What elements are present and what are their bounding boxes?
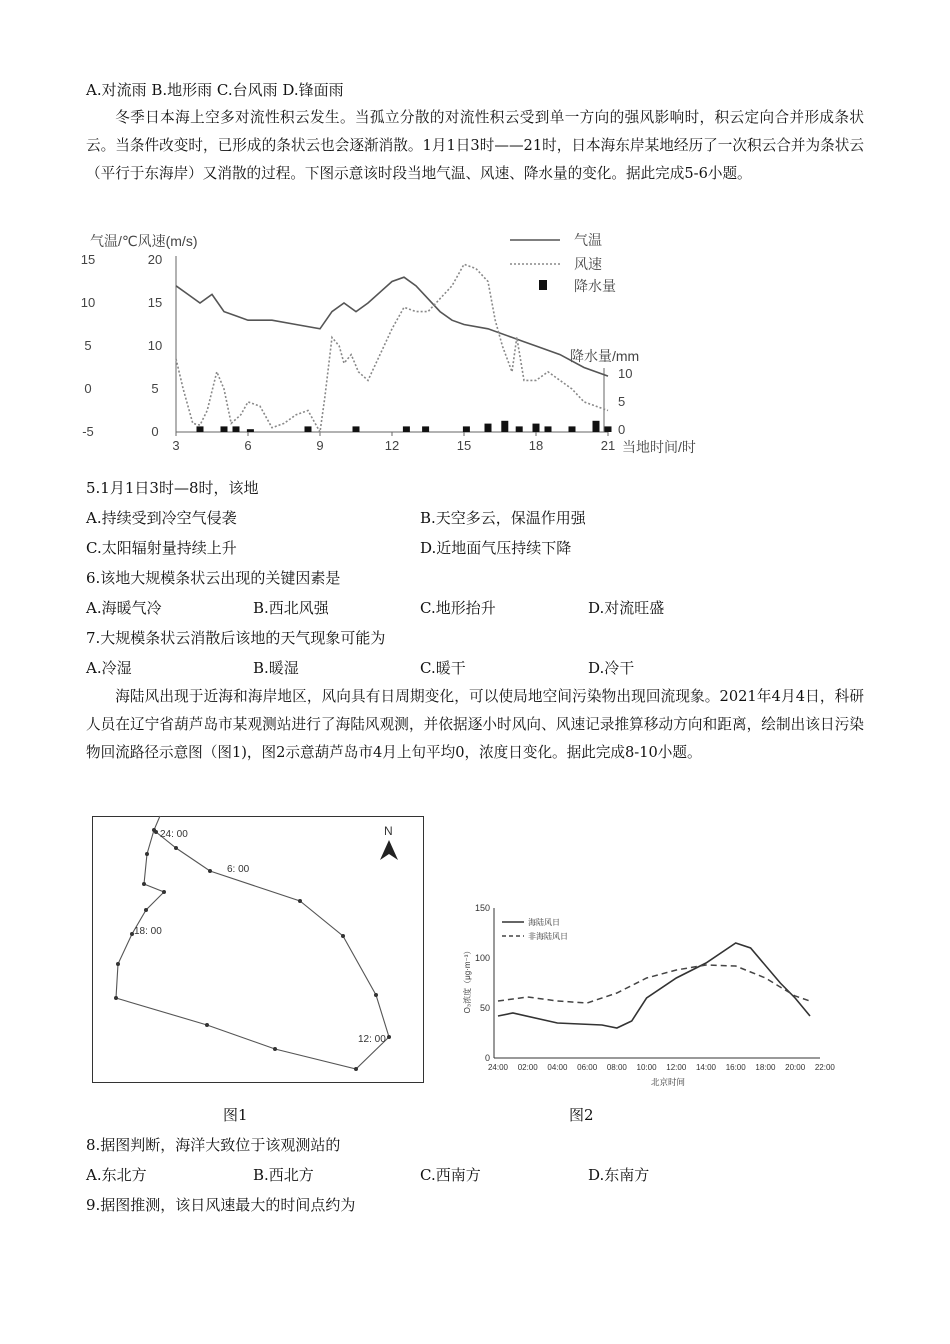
x-tick-label: 21 [600, 438, 616, 453]
precip-bar [569, 426, 576, 432]
legend-precip-label: 降水量 [574, 278, 616, 294]
path-point [144, 908, 148, 912]
q7-option-c: C.暖干 [420, 659, 466, 677]
path-point [374, 993, 378, 997]
path-point [354, 1067, 358, 1071]
q8-option-b: B.西北方 [253, 1166, 314, 1184]
figure-2-caption: 图2 [569, 1106, 594, 1124]
precip-bar [305, 426, 312, 432]
x-tick-label: 22:00 [814, 1063, 835, 1072]
q5-option-d: D.近地面气压持续下降 [420, 539, 572, 557]
legend-temp-label: 气温 [574, 232, 602, 248]
x-tick-label: 15 [456, 438, 472, 453]
x-tick-label: 02:00 [517, 1063, 538, 1072]
passage-2: 海陆风出现于近海和海岸地区，风向具有日周期变化，可以使局地空间污染物出现回流现象。2021年4月4日，科研人员在辽宁省葫芦岛市某观测站进行了海陆风观测，并依据逐小时风向、风速记录推算移动方向和距离，绘制出该日污染物回流路径示意图（图1)，图2示意葫芦岛市4月上旬平均0，浓度日变化。据此完成8-10小题。 [86, 688, 864, 761]
y-tick: 0 [484, 1053, 490, 1063]
time-label-1200: 12: 00 [358, 1034, 386, 1045]
time-label-0000: 24: 00 [160, 829, 188, 840]
temp-tick: 0 [84, 381, 92, 396]
x-tick-label: 3 [172, 438, 180, 453]
x-tick-label: 24:00 [487, 1063, 509, 1072]
wind-tick: 10 [147, 338, 163, 353]
x-tick-label: 18 [528, 438, 544, 453]
precip-bar [545, 426, 552, 432]
precip-bar [533, 424, 540, 432]
wind-tick: 20 [147, 252, 163, 267]
precip-bar [197, 426, 204, 432]
path-point [205, 1023, 209, 1027]
q6-option-c: C.地形抬升 [420, 599, 496, 617]
non-sea-breeze-day-line [498, 965, 810, 1003]
path-point [208, 869, 212, 873]
path-point [298, 899, 302, 903]
y-axis-label: O₃浓度（μg·m⁻³） [463, 946, 472, 1014]
q7-option-d: D.冷干 [588, 659, 635, 677]
precip-tick: 10 [618, 366, 633, 381]
q5-option-b: B.天空多云，保温作用强 [420, 509, 586, 527]
precip-bar [463, 426, 470, 432]
x-tick-label: 6 [244, 438, 252, 453]
precip-bar [593, 421, 600, 432]
temp-tick: -5 [82, 424, 94, 439]
q9-stem: 9.据图推测，该日风速最大的时间点约为 [86, 1196, 356, 1214]
path-point [145, 852, 149, 856]
x-tick-label: 9 [316, 438, 324, 453]
temp-tick: 15 [80, 252, 96, 267]
precip-bar [247, 429, 254, 432]
path-point [116, 962, 120, 966]
path-point [154, 830, 158, 834]
q7-option-b: B.暖湿 [253, 659, 299, 677]
precip-bar [605, 426, 612, 432]
sea-breeze-day-line [498, 943, 810, 1028]
x-tick-label: 12:00 [666, 1063, 687, 1072]
x-tick-label: 08:00 [606, 1063, 627, 1072]
q8-stem: 8.据图判断，海洋大致位于该观测站的 [86, 1136, 341, 1154]
x-tick-label: 10:00 [636, 1063, 657, 1072]
wind-tick: 5 [151, 381, 159, 396]
precip-bar [221, 426, 228, 432]
path-point [114, 996, 118, 1000]
precip-bar [233, 426, 240, 432]
passage-1: 冬季日本海上空多对流性积云发生。当孤立分散的对流性积云受到单一方向的强风影响时，积云定向合并形成条状云。当条件改变时，已形成的条状云也会逐渐消散。1月1日3时——21时，日本海东岸某地经历了一次积云合并为条状云（平行于东海岸）又消散的过程。下图示意该时段当地气温、风速、降水量的变化。据此完成5-6小题。 [86, 109, 864, 182]
x-tick-label: 04:00 [547, 1063, 568, 1072]
q6-option-b: B.西北风强 [253, 599, 329, 617]
time-label-1800: 18: 00 [134, 926, 162, 937]
x-tick-label: 14:00 [695, 1063, 717, 1072]
pollutant-path-figure [92, 816, 424, 1084]
q6-option-d: D.对流旺盛 [588, 599, 665, 617]
x-tick-label: 18:00 [755, 1063, 776, 1072]
precip-tick: 0 [618, 422, 626, 437]
path-point [162, 890, 166, 894]
precip-bar [516, 426, 523, 432]
precip-bar [485, 424, 492, 432]
temp-tick: 5 [84, 338, 92, 353]
temp-tick: 10 [80, 295, 96, 310]
path-point [273, 1047, 277, 1051]
q8-option-a: A.东北方 [86, 1166, 147, 1184]
precip-bar [403, 426, 410, 432]
x-tick-label: 12 [384, 438, 400, 453]
q7-option-a: A.冷湿 [86, 659, 132, 677]
q6-option-a: A.海暖气冷 [86, 599, 162, 617]
path-point [174, 846, 178, 850]
legend-sea-breeze-day: 海陆风日 [528, 918, 560, 927]
wind-tick: 15 [147, 295, 163, 310]
x-axis-label: 当地时间/时 [622, 439, 696, 455]
temperature-line [176, 277, 608, 376]
q5-stem: 5.1月1日3时—8时，该地 [86, 479, 259, 497]
path-point [387, 1035, 391, 1039]
precip-bar [353, 426, 360, 432]
north-label: N [384, 824, 393, 838]
figure-1-caption: 图1 [223, 1106, 248, 1124]
path-point [142, 882, 146, 886]
x-tick-label: 06:00 [577, 1063, 598, 1072]
q5-option-a: A.持续受到冷空气侵袭 [86, 509, 237, 527]
x-tick-label: 20:00 [785, 1063, 806, 1072]
left-axis-label: 气温/℃风速(m/s) [90, 233, 198, 249]
q7-stem: 7.大规模条状云消散后该地的天气现象可能为 [86, 629, 386, 647]
x-axis-label: 北京时间 [650, 1077, 686, 1087]
y-tick: 100 [474, 953, 490, 963]
precip-bar [422, 426, 429, 432]
time-label-0600: 6: 00 [227, 864, 250, 875]
precip-tick: 5 [618, 394, 626, 409]
precip-axis-label: 降水量/mm [570, 348, 640, 364]
q4-options: A.对流雨 B.地形雨 C.台风雨 D.锋面雨 [86, 81, 344, 99]
q5-option-c: C.太阳辐射量持续上升 [86, 539, 237, 557]
wind-tick: 0 [151, 424, 159, 439]
y-tick: 150 [474, 903, 490, 913]
legend-wind-label: 风速 [574, 256, 602, 272]
precip-bar [501, 421, 508, 432]
o3-chart [458, 898, 835, 1090]
legend-non-sea-breeze-day: 非海陆风日 [528, 932, 568, 941]
weather-chart [80, 228, 730, 464]
y-tick: 50 [479, 1003, 490, 1013]
q8-option-d: D.东南方 [588, 1166, 650, 1184]
path-point [341, 934, 345, 938]
legend-precip-swatch [539, 280, 547, 290]
q8-option-c: C.西南方 [420, 1166, 481, 1184]
q6-stem: 6.该地大规模条状云出现的关键因素是 [86, 569, 341, 587]
x-tick-label: 16:00 [725, 1063, 746, 1072]
